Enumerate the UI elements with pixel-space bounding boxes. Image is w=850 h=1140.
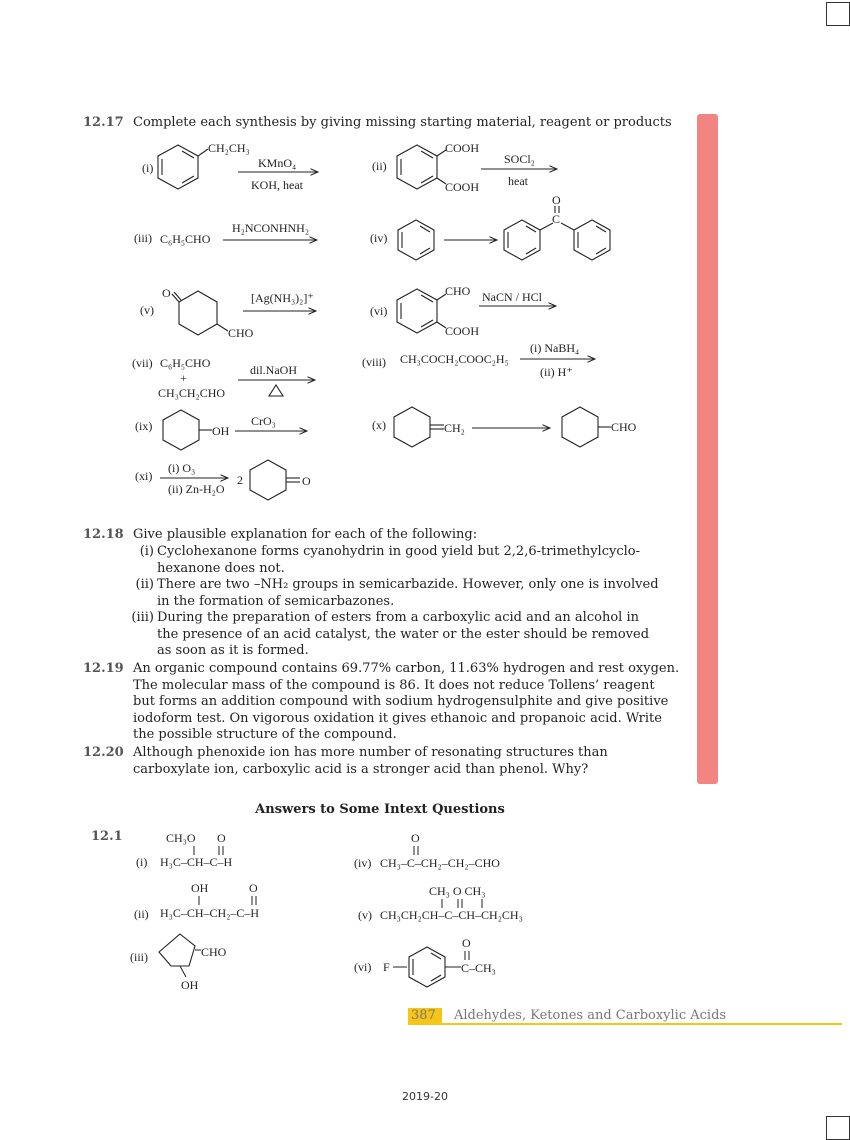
substituent: CH₂CH₃ [208,141,250,155]
answers-heading: Answers to Some Intext Questions [255,802,505,817]
reaction-label: (v) [140,303,154,317]
group: CH₂ [444,421,465,435]
sub-line: as soon as it is formed. [157,643,309,658]
product-group: CHO [611,420,637,434]
text-line: The molecular mass of the compound is 86. It does not reduce Tollens’ reagent [133,677,655,693]
reagent-bottom: (ii) Zn-H₂O [168,482,225,496]
reagent-top: KMnO₄ [258,156,297,170]
question-text: Give plausible explanation for each of the following: [133,527,478,542]
page-number: 387 [408,1008,442,1023]
reagent-top: NaCN / HCl [482,290,542,304]
answer-o: O [249,881,258,895]
reaction-label: (viii) [362,355,386,369]
question-text: Complete each synthesis by giving missing starting material, reagent or products [133,115,672,130]
ketone-o: O [162,286,171,300]
carbonyl-c: C [552,212,561,226]
reactant: CH₃COCH₂COOC₂H₅ [400,352,509,366]
reactant-1: C₆H₅CHO [160,356,211,370]
reagent-top: [Ag(NH₃)₂]⁺ [251,291,314,305]
answer-top: OH [191,881,209,895]
reagent-top: CrO₃ [251,414,276,428]
sub-number: (i) [139,544,154,559]
reagent-top: SOCl₂ [504,152,535,166]
text-line: Although phenoxide ion has more number of resonating structures than [133,745,608,760]
answer-main: H₃C–CH–CH₂–C–H [160,906,260,920]
sub-line: There are two –NH₂ groups in semicarbazide. However, only one is involved [157,577,659,592]
group: OH [212,424,230,438]
sub-line: the presence of an acid catalyst, the water or the ester should be removed [157,626,650,642]
question-number: 12.20 [83,745,124,760]
answer-top: CH₃ O CH₃ [429,884,486,898]
reaction-label: (ix) [135,419,153,433]
reaction-label: (xi) [135,469,153,483]
answer-ii [134,881,259,921]
reagent-top: dil.NaOH [250,363,297,377]
sub-line: During the preparation of esters from a carboxylic acid and an alcohol in [157,610,639,625]
text-line: An organic compound contains 69.77% carbon, 11.63% hydrogen and rest oxygen. [133,661,680,676]
product-o: O [302,474,311,488]
answer-o: O [217,831,226,845]
answer-main: C–CH₃ [461,961,496,975]
chapter-title: Aldehydes, Ketones and Carboxylic Acids [454,1008,727,1023]
answer-label: (iii) [130,950,148,964]
answer-main: CH₃–C–CH₂–CH₂–CHO [380,856,500,870]
text-line: but forms an addition compound with sodium hydrogensulphite and give positive [133,694,669,709]
group: CHO [228,326,254,340]
reaction-label: (vi) [370,304,388,318]
answer-label: (vi) [354,960,372,974]
answer-label: (ii) [134,907,149,921]
answer-f: F [383,960,390,974]
text-line: iodoform test. On vigorous oxidation it gives ethanoic and propanoic acid. Write [133,710,662,726]
answer-o: O [411,831,420,845]
group-bottom: COOH [445,180,480,194]
answer-main: H₃C–CH–C–H [160,855,233,869]
answer-v [358,884,523,922]
sub-number: (ii) [135,577,154,592]
reagent-bottom: KOH, heat [251,178,303,192]
answer-iii [130,934,227,992]
reaction-label: (iii) [134,231,152,245]
question-number: 12.19 [83,661,124,676]
answer-top: CH₃O [166,831,196,845]
answer-main: CH₃CH₂CH–C–CH–CH₂CH₃ [380,908,523,922]
crop-mark-bottom-right [826,1116,850,1140]
answer-group: CHO [201,945,227,959]
benzene-ring [409,947,445,987]
reagent-top: (i) O₃ [168,461,196,475]
carbonyl-o: O [552,193,561,207]
plus-sign: + [180,371,187,385]
text-line: carboxylate ion, carboxylic acid is a stronger acid than phenol. Why? [133,761,589,777]
question-number: 12.18 [83,527,124,542]
sub-number: (iii) [131,610,154,625]
group-top: CHO [445,284,471,298]
text-line: the possible structure of the compound. [133,727,397,742]
sub-line: hexanone does not. [157,560,285,576]
reaction-label: (i) [142,161,154,175]
answer-label: (iv) [354,856,372,870]
page-footer [408,1008,842,1025]
reaction-label: (vii) [132,356,153,370]
answer-o: O [462,936,471,950]
reagent-bottom: (ii) H⁺ [540,365,573,379]
answer-label: (i) [136,855,148,869]
answer-label: (v) [358,908,372,922]
sub-line: in the formation of semicarbazones. [157,593,395,609]
question-number: 12.17 [83,115,124,130]
coefficient: 2 [237,473,243,487]
reaction-label: (ii) [372,159,387,173]
reactant: C₆H₅CHO [160,232,211,246]
cyclopentane-ring [159,934,195,966]
reagent-top: (i) NaBH₄ [530,341,580,355]
reactant-2: CH₃CH₂CHO [158,386,226,400]
answer-oh: OH [181,978,199,992]
answer-iv [354,831,500,870]
sub-line: Cyclohexanone forms cyanohydrin in good yield but 2,2,6-trimethylcyclo- [157,544,640,559]
answer-vi [354,936,496,987]
reaction-label: (x) [372,418,386,432]
answer-i [136,831,233,869]
year-stamp: 2019-20 [402,1090,448,1103]
group-bottom: COOH [445,324,480,338]
reagent-bottom: heat [508,174,528,188]
reaction-label: (iv) [370,231,388,245]
reagent-top: H₂NCONHNH₂ [232,221,310,235]
answer-number: 12.1 [91,829,123,844]
group-top: COOH [445,141,480,155]
